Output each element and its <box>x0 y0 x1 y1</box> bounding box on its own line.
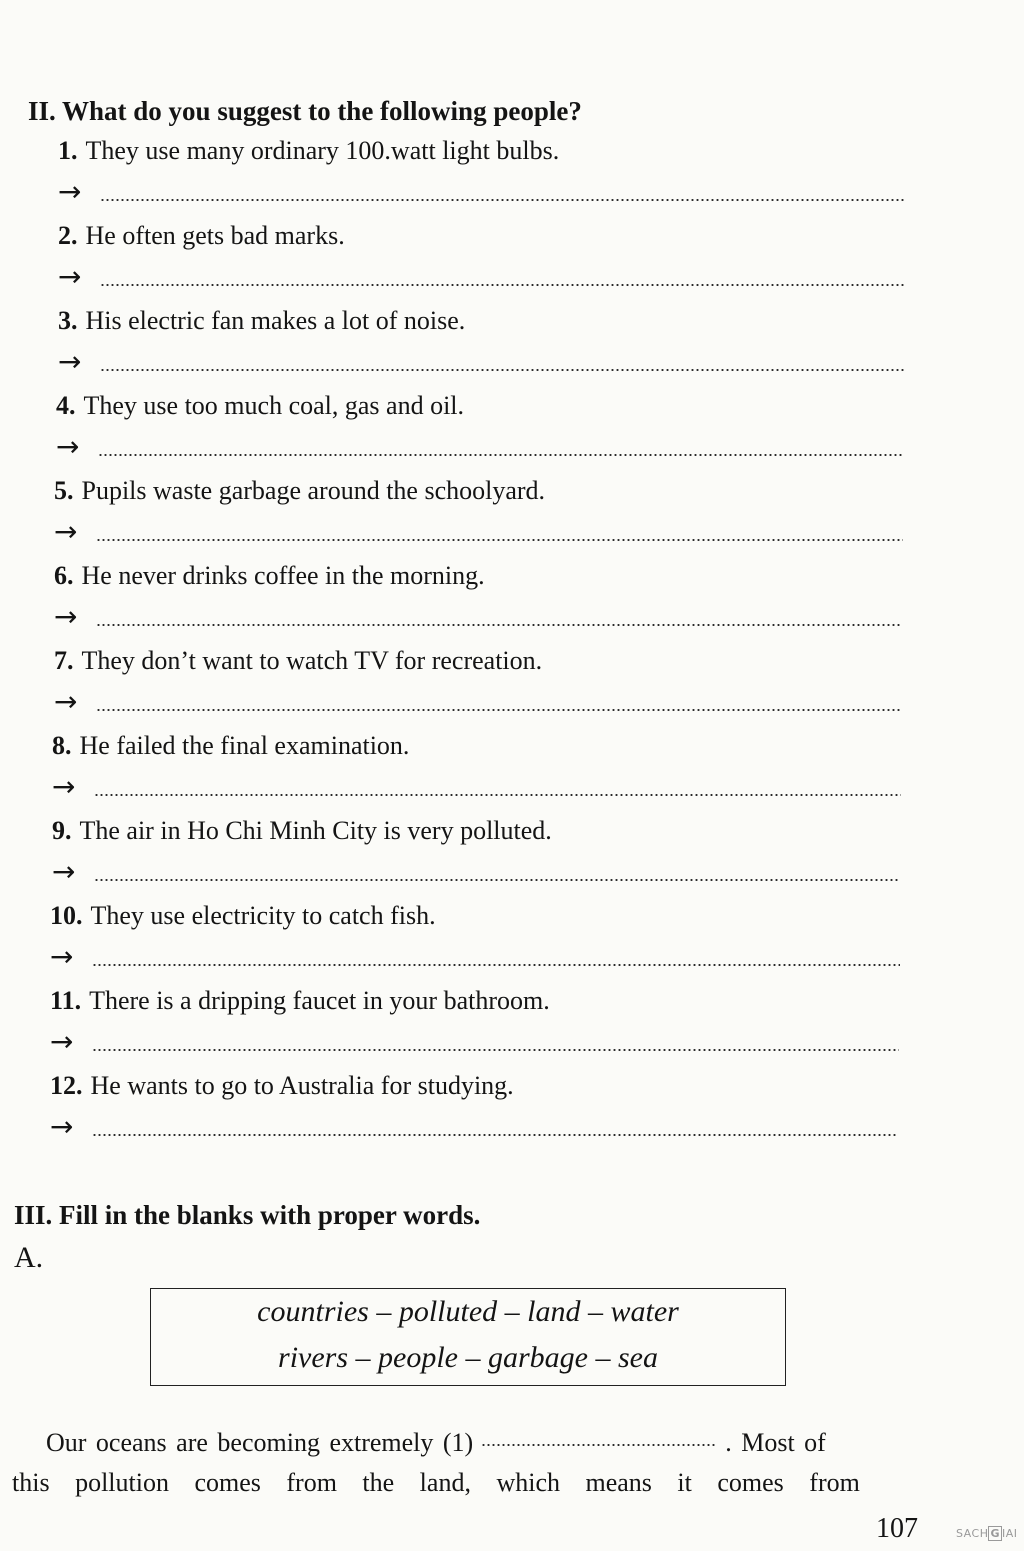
watermark-logo <box>956 1527 1018 1540</box>
word-box-line-1: countries – polluted – land – water <box>257 1295 679 1328</box>
answer-line[interactable] <box>54 685 901 719</box>
watermark-right: IAI <box>1002 1527 1018 1540</box>
blank-1[interactable] <box>481 1444 717 1446</box>
answer-blank[interactable] <box>94 794 901 796</box>
question-number: 1. <box>58 136 78 165</box>
answer-line[interactable] <box>58 345 904 379</box>
question-text: He never drinks coffee in the morning. <box>81 561 485 590</box>
question-number: 8. <box>52 731 72 760</box>
watermark-box: G <box>990 1527 1001 1540</box>
question-item <box>54 646 542 676</box>
arrow-icon: → <box>50 940 74 973</box>
question-text: They use electricity to catch fish. <box>90 901 436 930</box>
question-number: 11. <box>50 986 82 1015</box>
answer-line[interactable] <box>50 1110 898 1144</box>
word-box <box>150 1288 786 1386</box>
paragraph-line-1-start: Our oceans are becoming extremely (1) <box>46 1428 474 1457</box>
answer-blank[interactable] <box>100 369 904 371</box>
question-item <box>58 221 345 251</box>
question-item <box>50 1071 514 1101</box>
arrow-icon: → <box>58 175 82 208</box>
question-text: They don’t want to watch TV for recreation. <box>81 646 543 675</box>
question-number: 9. <box>52 816 72 845</box>
question-text: The air in Ho Chi Minh City is very polluted. <box>79 816 552 845</box>
arrow-icon: → <box>54 600 78 633</box>
question-text: They use many ordinary 100.watt light bulbs. <box>85 136 560 165</box>
answer-blank[interactable] <box>96 539 903 541</box>
question-text: He wants to go to Australia for studying. <box>90 1071 514 1100</box>
question-number: 5. <box>54 476 74 505</box>
arrow-icon: → <box>58 260 82 293</box>
question-number: 4. <box>56 391 76 420</box>
answer-blank[interactable] <box>92 1134 898 1136</box>
answer-blank[interactable] <box>92 1049 899 1051</box>
question-number: 3. <box>58 306 78 335</box>
question-item <box>58 306 465 336</box>
question-number: 2. <box>58 221 78 250</box>
arrow-icon: → <box>54 515 78 548</box>
question-item <box>50 986 550 1016</box>
answer-blank[interactable] <box>100 199 905 201</box>
question-text: There is a dripping faucet in your bathroom. <box>89 986 550 1015</box>
arrow-icon: → <box>50 1110 74 1143</box>
answer-blank[interactable] <box>96 709 901 711</box>
question-number: 12. <box>50 1071 83 1100</box>
answer-blank[interactable] <box>100 284 904 286</box>
paragraph-line-1-end: . Most of <box>725 1428 826 1457</box>
paragraph-line-1 <box>46 1428 926 1458</box>
answer-line[interactable] <box>52 770 901 804</box>
answer-blank[interactable] <box>96 624 902 626</box>
answer-line[interactable] <box>54 515 903 549</box>
part-a-label: A. <box>14 1241 44 1274</box>
arrow-icon: → <box>54 685 78 718</box>
answer-line[interactable] <box>54 600 902 634</box>
arrow-icon: → <box>50 1025 74 1058</box>
answer-line[interactable] <box>58 175 905 209</box>
word-box-line-2: rivers – people – garbage – sea <box>278 1341 658 1374</box>
arrow-icon: → <box>52 770 76 803</box>
answer-line[interactable] <box>50 1025 899 1059</box>
section-2-heading: II. What do you suggest to the following people? <box>28 96 582 126</box>
arrow-icon: → <box>58 345 82 378</box>
answer-line[interactable] <box>58 260 904 294</box>
question-text: They use too much coal, gas and oil. <box>83 391 465 420</box>
question-text: He often gets bad marks. <box>85 221 345 250</box>
answer-blank[interactable] <box>98 454 903 456</box>
question-item <box>58 136 559 166</box>
question-text: His electric fan makes a lot of noise. <box>85 306 466 335</box>
question-text: He failed the final examination. <box>79 731 410 760</box>
question-item <box>54 561 485 591</box>
page-number: 107 <box>876 1513 918 1544</box>
arrow-icon: → <box>52 855 76 888</box>
answer-line[interactable] <box>52 855 900 889</box>
answer-line[interactable] <box>56 430 903 464</box>
answer-blank[interactable] <box>92 964 900 966</box>
question-item <box>54 476 545 506</box>
paragraph-line-2: this pollution comes from the land, which means it comes from <box>12 1468 860 1497</box>
question-item <box>52 731 409 761</box>
question-item <box>52 816 552 846</box>
answer-line[interactable] <box>50 940 900 974</box>
question-item <box>56 391 464 421</box>
question-number: 6. <box>54 561 74 590</box>
section-3-heading: III. Fill in the blanks with proper words. <box>14 1200 481 1230</box>
answer-blank[interactable] <box>94 879 900 881</box>
question-text: Pupils waste garbage around the schoolyard. <box>81 476 546 505</box>
question-item <box>50 901 436 931</box>
arrow-icon: → <box>56 430 80 463</box>
watermark-left: SACH <box>956 1527 989 1540</box>
question-number: 10. <box>50 901 83 930</box>
question-number: 7. <box>54 646 74 675</box>
